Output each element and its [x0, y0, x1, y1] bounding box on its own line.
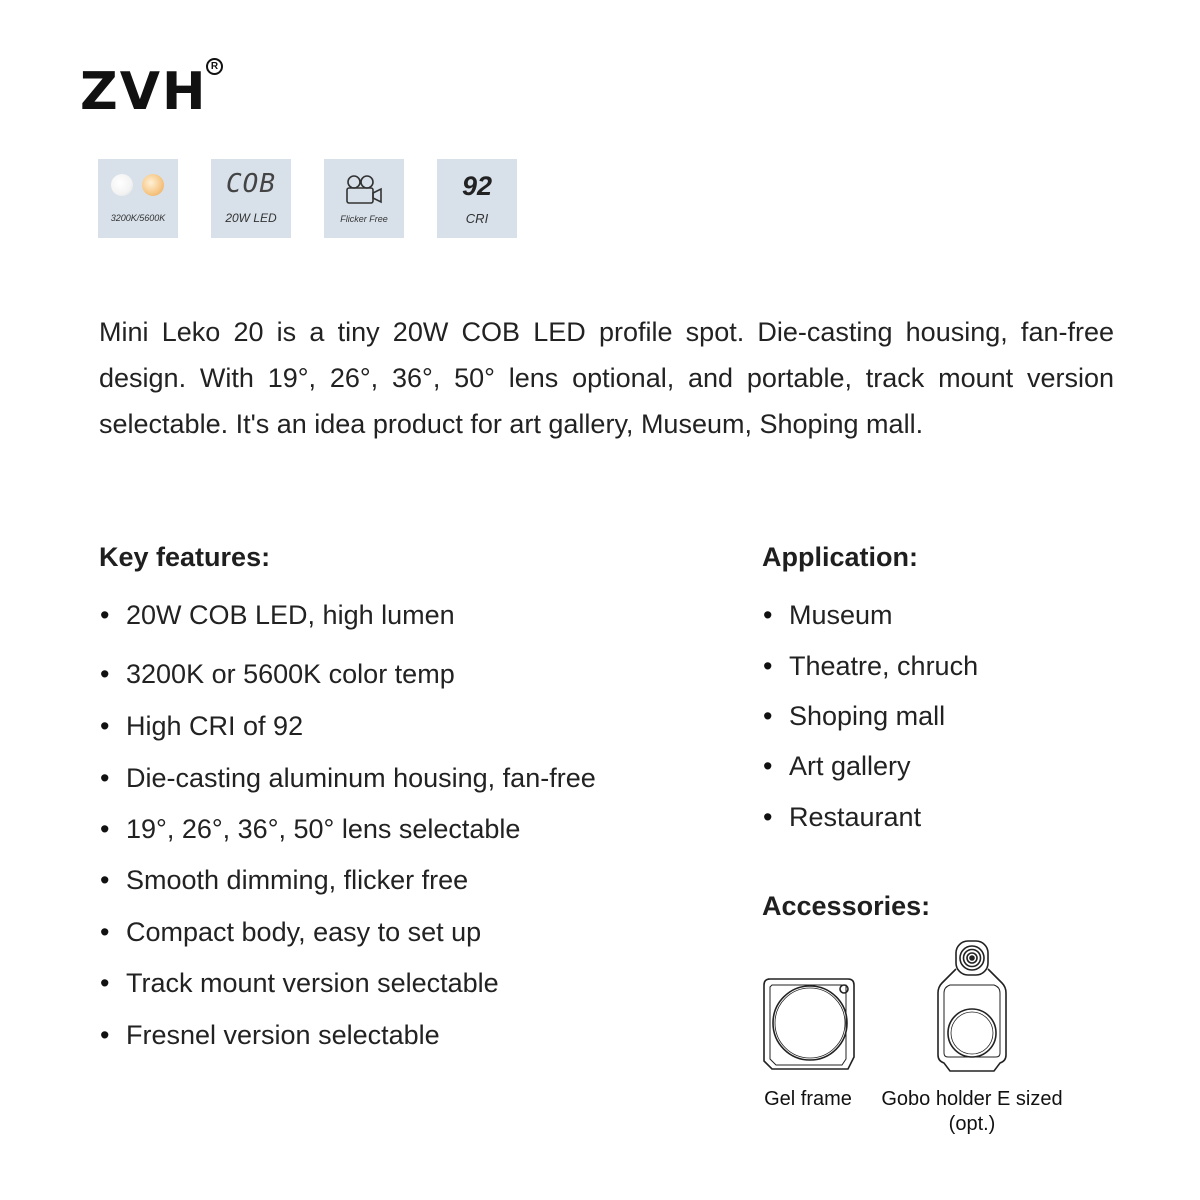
accessory-caption-note: (opt.): [948, 1113, 996, 1135]
cool-white-dot-icon: [111, 174, 133, 196]
accessories-title: Accessories:: [762, 891, 931, 921]
key-features-title: Key features:: [99, 542, 271, 572]
brand-name: ZVH: [80, 62, 208, 122]
badge-label: CRI: [465, 211, 489, 226]
list-item: • Compact body, easy to set up: [126, 917, 481, 948]
list-item: • 19°, 26°, 36°, 50° lens selectable: [126, 814, 520, 845]
accessory-caption: Gobo holder E sized: [881, 1088, 1063, 1110]
list-item: • 3200K or 5600K color temp: [126, 659, 455, 690]
gobo-holder-icon: [930, 937, 1014, 1077]
accessory-caption: Gel frame: [764, 1088, 852, 1110]
accessory-gobo-holder: [930, 937, 1014, 1082]
video-camera-icon: [344, 173, 384, 207]
brand-logo: [80, 58, 250, 122]
badge-flicker-free: [324, 159, 404, 238]
cri-value: 92: [461, 171, 493, 201]
cob-chip-icon: COB: [226, 169, 276, 199]
badge-label: 3200K/5600K: [110, 213, 166, 223]
list-item: • Fresnel version selectable: [126, 1020, 440, 1051]
accessory-gel-frame: [760, 975, 858, 1080]
warm-white-dot-icon: [142, 174, 164, 196]
badge-label: 20W LED: [225, 211, 277, 225]
badge-cob: [211, 159, 291, 238]
list-item: • Track mount version selectable: [126, 968, 499, 999]
list-item: • Die-casting aluminum housing, fan-free: [126, 763, 596, 794]
gel-frame-icon: [760, 975, 858, 1075]
list-item: • Shoping mall: [789, 701, 945, 732]
list-item: • Restaurant: [789, 802, 921, 833]
list-item: • Smooth dimming, flicker free: [126, 865, 468, 896]
product-description: Mini Leko 20 is a tiny 20W COB LED profile spot. Die-casting housing, fan-free design. With 19°, 26°, 36°, 50° lens optional, and portable, track mount version selectable. It's an idea product for art gallery, Museum, Shoping mall.: [99, 317, 1114, 439]
list-item: • Theatre, chruch: [789, 651, 978, 682]
badge-label: Flicker Free: [340, 214, 388, 224]
list-item: • High CRI of 92: [126, 711, 303, 742]
registered-mark: R: [206, 58, 223, 75]
list-item: • Museum: [789, 600, 893, 631]
list-item: • 20W COB LED, high lumen: [126, 600, 455, 631]
badge-cri: [437, 159, 517, 238]
list-item: • Art gallery: [789, 751, 911, 782]
application-title: Application:: [762, 542, 918, 572]
badge-color-temp: [98, 159, 178, 238]
